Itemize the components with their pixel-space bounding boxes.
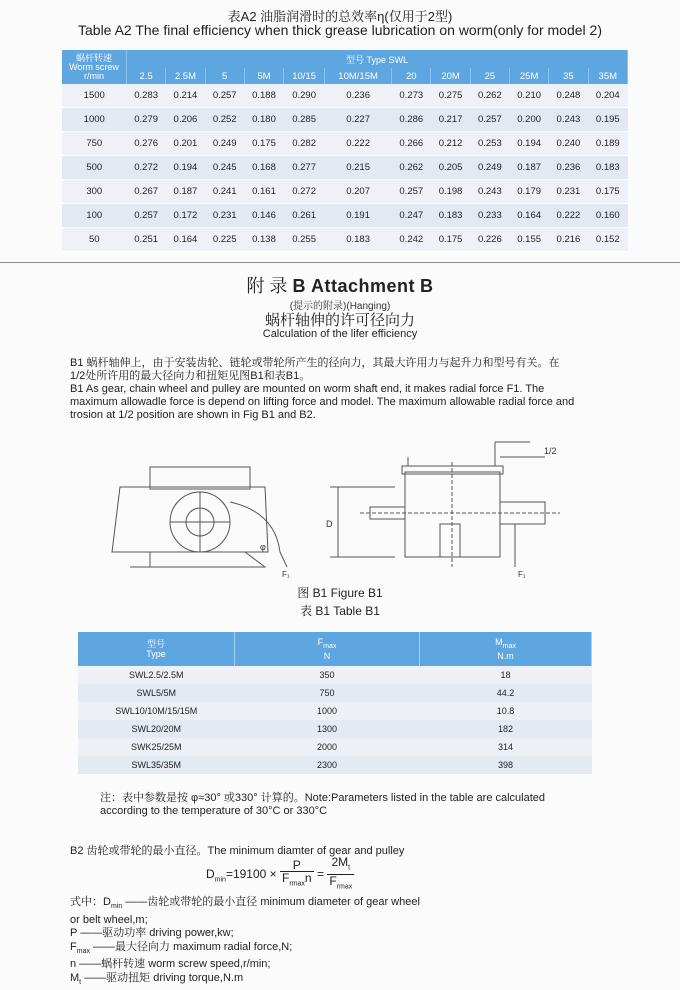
definition-line: 式中：$D_{min}$ ——齿轮或带轮的最小直径 minimum diameter of gear wheel xyxy=(70,896,420,911)
column-header: 10/15 xyxy=(284,68,325,84)
efficiency-cell: 0.272 xyxy=(284,180,325,204)
efficiency-cell: 0.217 xyxy=(431,108,470,132)
section-divider xyxy=(0,262,680,263)
efficiency-cell: 0.152 xyxy=(588,228,627,252)
speed-header: 蜗杆转速 Worm screw r/min xyxy=(62,50,127,84)
efficiency-cell: 0.249 xyxy=(470,156,509,180)
efficiency-cell: 0.249 xyxy=(205,132,244,156)
efficiency-cell: 0.146 xyxy=(244,204,283,228)
column-header: 20M xyxy=(431,68,470,84)
efficiency-cell: 0.231 xyxy=(549,180,588,204)
column-header: 5 xyxy=(205,68,244,84)
efficiency-cell: 0.215 xyxy=(325,156,392,180)
left-view xyxy=(112,467,287,567)
column-header: 5M xyxy=(244,68,283,84)
efficiency-cell: 0.183 xyxy=(588,156,627,180)
efficiency-cell: 0.275 xyxy=(431,84,470,108)
efficiency-cell: 0.201 xyxy=(166,132,205,156)
efficiency-cell: 0.168 xyxy=(244,156,283,180)
type-cell: SWK25/25M xyxy=(78,738,235,756)
m-cell: 10.8 xyxy=(420,702,592,720)
efficiency-cell: 0.191 xyxy=(325,204,392,228)
table-row xyxy=(62,84,628,108)
torque-column-header: $M_{max}$ N.m xyxy=(420,632,592,666)
efficiency-cell: 0.257 xyxy=(470,108,509,132)
efficiency-cell: 0.222 xyxy=(549,204,588,228)
efficiency-cell: 0.240 xyxy=(549,132,588,156)
efficiency-cell: 0.266 xyxy=(392,132,431,156)
efficiency-cell: 0.272 xyxy=(127,156,166,180)
efficiency-cell: 0.267 xyxy=(127,180,166,204)
b1-paragraph xyxy=(70,357,590,422)
b2-heading: B2 齿轮或带轮的最小直径。The minimum diamter of gear and pulley xyxy=(70,845,405,857)
type-column-header: 型号 Type xyxy=(78,632,235,666)
efficiency-cell: 0.172 xyxy=(166,204,205,228)
speed-cell: 1500 xyxy=(62,84,127,108)
efficiency-cell: 0.183 xyxy=(325,228,392,252)
efficiency-cell: 0.155 xyxy=(510,228,549,252)
table-a2-title-cn: 表A2 油脂润滑时的总效率η(仅用于2型) xyxy=(227,9,453,24)
efficiency-table xyxy=(62,50,628,252)
table-row xyxy=(78,684,592,702)
efficiency-cell: 0.290 xyxy=(284,84,325,108)
f1-label-left: F₁ xyxy=(282,570,290,579)
b1-en-line: B1 As gear, chain wheel and pulley are mounted on worm shaft end, it makes radial force F1. The xyxy=(70,383,545,395)
efficiency-cell: 0.241 xyxy=(205,180,244,204)
efficiency-cell: 0.226 xyxy=(470,228,509,252)
efficiency-cell: 0.138 xyxy=(244,228,283,252)
figure-b1-drawing xyxy=(90,432,590,582)
type-cell: SWL2.5/2.5M xyxy=(78,666,235,684)
table-row xyxy=(62,180,628,204)
diameter-label: D xyxy=(326,519,333,529)
calc-title-cn: 蜗杆轴伸的许可径向力 xyxy=(264,312,415,329)
efficiency-cell: 0.243 xyxy=(549,108,588,132)
efficiency-cell: 0.262 xyxy=(470,84,509,108)
speed-cell: 1000 xyxy=(62,108,127,132)
table-note xyxy=(100,792,600,818)
efficiency-cell: 0.200 xyxy=(510,108,549,132)
table-row xyxy=(62,204,628,228)
type-cell: SWL20/20M xyxy=(78,720,235,738)
column-header: 2.5M xyxy=(166,68,205,84)
efficiency-cell: 0.243 xyxy=(470,180,509,204)
f-cell: 1300 xyxy=(235,720,420,738)
table-row xyxy=(78,756,592,774)
table-row xyxy=(78,738,592,756)
efficiency-cell: 0.175 xyxy=(588,180,627,204)
efficiency-cell: 0.210 xyxy=(510,84,549,108)
efficiency-cell: 0.183 xyxy=(431,204,470,228)
efficiency-cell: 0.257 xyxy=(205,84,244,108)
column-header: 20 xyxy=(392,68,431,84)
efficiency-cell: 0.188 xyxy=(244,84,283,108)
figure-caption: 图 B1 Figure B1 xyxy=(297,586,383,600)
efficiency-cell: 0.195 xyxy=(588,108,627,132)
table-row xyxy=(78,702,592,720)
speed-cell: 750 xyxy=(62,132,127,156)
f-cell: 1000 xyxy=(235,702,420,720)
half-length-label: 1/2 xyxy=(544,446,557,456)
efficiency-cell: 0.255 xyxy=(284,228,325,252)
efficiency-cell: 0.212 xyxy=(431,132,470,156)
type-header: 型号 Type SWL xyxy=(127,50,628,68)
efficiency-cell: 0.194 xyxy=(510,132,549,156)
efficiency-cell: 0.231 xyxy=(205,204,244,228)
column-header: 25 xyxy=(470,68,509,84)
efficiency-cell: 0.180 xyxy=(244,108,283,132)
table-row xyxy=(62,156,628,180)
definition-line: or belt wheel,m; xyxy=(70,913,148,926)
efficiency-cell: 0.175 xyxy=(244,132,283,156)
efficiency-cell: 0.206 xyxy=(166,108,205,132)
definition-line: P ——驱动功率 driving power,kw; xyxy=(70,927,234,940)
efficiency-cell: 0.279 xyxy=(127,108,166,132)
column-header: 2.5 xyxy=(127,68,166,84)
efficiency-cell: 0.160 xyxy=(588,204,627,228)
efficiency-cell: 0.214 xyxy=(166,84,205,108)
efficiency-table-body xyxy=(62,84,628,252)
efficiency-cell: 0.252 xyxy=(205,108,244,132)
attachment-title: 附 录 B Attachment B xyxy=(246,276,434,296)
m-cell: 182 xyxy=(420,720,592,738)
f-cell: 350 xyxy=(235,666,420,684)
efficiency-cell: 0.251 xyxy=(127,228,166,252)
table-a2-title-en: Table A2 The final efficiency when thick grease lubrication on worm(only for model 2) xyxy=(78,22,602,38)
min-diameter-formula: $D_{min}=19100$ × $\frac{P}{F_{rmax}n}$ = $\frac{2M_t}{F_{rmax}}$ xyxy=(206,855,353,891)
efficiency-cell: 0.277 xyxy=(284,156,325,180)
efficiency-cell: 0.198 xyxy=(431,180,470,204)
f-cell: 2000 xyxy=(235,738,420,756)
note-line: according to the temperature of 30°C or 330°C xyxy=(100,805,328,817)
efficiency-cell: 0.257 xyxy=(392,180,431,204)
speed-cell: 300 xyxy=(62,180,127,204)
table-row xyxy=(62,132,628,156)
column-header-row xyxy=(62,68,628,84)
b1-en-line: maximum allowadle force is depend on lifting force and model. The maximum allowable radial force and xyxy=(70,396,575,408)
efficiency-cell: 0.282 xyxy=(284,132,325,156)
column-header: 25M xyxy=(510,68,549,84)
efficiency-cell: 0.245 xyxy=(205,156,244,180)
efficiency-cell: 0.233 xyxy=(470,204,509,228)
column-header: 35M xyxy=(588,68,627,84)
table-row xyxy=(62,108,628,132)
efficiency-cell: 0.179 xyxy=(510,180,549,204)
f-cell: 750 xyxy=(235,684,420,702)
b1-cn-line: 1/2处所许用的最大径向力和扭矩见图B1和表B1。 xyxy=(70,370,311,382)
radial-force-table-body xyxy=(78,666,592,774)
m-cell: 398 xyxy=(420,756,592,774)
efficiency-cell: 0.161 xyxy=(244,180,283,204)
note-line: 注：表中参数是按 φ≈30° 或330° 计算的。Note:Parameters listed in the table are calculated xyxy=(100,792,546,804)
m-cell: 44.2 xyxy=(420,684,592,702)
efficiency-cell: 0.247 xyxy=(392,204,431,228)
efficiency-cell: 0.189 xyxy=(588,132,627,156)
efficiency-cell: 0.225 xyxy=(205,228,244,252)
efficiency-cell: 0.205 xyxy=(431,156,470,180)
table-row xyxy=(78,720,592,738)
efficiency-cell: 0.253 xyxy=(470,132,509,156)
b1-cn-line: B1 蜗杆轴伸上，由于安装齿轮、链轮或带轮所产生的径向力，其最大许用力与起升力和型号有关。在 xyxy=(70,357,560,369)
efficiency-cell: 0.257 xyxy=(127,204,166,228)
speed-cell: 50 xyxy=(62,228,127,252)
phi-label: φ xyxy=(260,542,266,552)
efficiency-cell: 0.236 xyxy=(325,84,392,108)
type-cell: SWL10/10M/15/15M xyxy=(78,702,235,720)
efficiency-cell: 0.187 xyxy=(166,180,205,204)
efficiency-cell: 0.273 xyxy=(392,84,431,108)
formula-definitions xyxy=(70,896,630,990)
efficiency-cell: 0.242 xyxy=(392,228,431,252)
speed-cell: 100 xyxy=(62,204,127,228)
efficiency-cell: 0.276 xyxy=(127,132,166,156)
efficiency-cell: 0.285 xyxy=(284,108,325,132)
efficiency-cell: 0.175 xyxy=(431,228,470,252)
efficiency-cell: 0.164 xyxy=(166,228,205,252)
speed-cell: 500 xyxy=(62,156,127,180)
f-cell: 2300 xyxy=(235,756,420,774)
efficiency-cell: 0.222 xyxy=(325,132,392,156)
efficiency-cell: 0.261 xyxy=(284,204,325,228)
calc-title-en: Calculation of the lifer efficiency xyxy=(262,328,418,340)
radial-force-table xyxy=(78,632,592,774)
efficiency-cell: 0.207 xyxy=(325,180,392,204)
table-caption: 表 B1 Table B1 xyxy=(300,604,380,618)
efficiency-cell: 0.262 xyxy=(392,156,431,180)
column-header: 35 xyxy=(549,68,588,84)
type-cell: SWL35/35M xyxy=(78,756,235,774)
table-row xyxy=(62,228,628,252)
m-cell: 18 xyxy=(420,666,592,684)
efficiency-cell: 0.227 xyxy=(325,108,392,132)
type-cell: SWL5/5M xyxy=(78,684,235,702)
f1-label-right: F₁ xyxy=(518,570,526,579)
column-header: 10M/15M xyxy=(325,68,392,84)
m-cell: 314 xyxy=(420,738,592,756)
definition-line: $F_{max}$ ——最大径向力 maximum radial force,N; xyxy=(70,940,293,955)
efficiency-cell: 0.216 xyxy=(549,228,588,252)
definition-line: n ——蜗杆转速 worm screw speed,r/min; xyxy=(70,958,271,971)
right-view xyxy=(330,442,560,567)
efficiency-cell: 0.283 xyxy=(127,84,166,108)
definition-line: $M_t$ ——驱动扭矩 driving torque,N.m xyxy=(70,971,244,987)
efficiency-cell: 0.187 xyxy=(510,156,549,180)
hanging-note: (提示的附录)(Hanging) xyxy=(289,301,391,312)
efficiency-cell: 0.164 xyxy=(510,204,549,228)
efficiency-cell: 0.194 xyxy=(166,156,205,180)
force-column-header: $F_{max}$ N xyxy=(235,632,420,666)
b1-en-line: trosion at 1/2 position are shown in Fig B1 and B2. xyxy=(70,409,316,421)
efficiency-cell: 0.204 xyxy=(588,84,627,108)
table-row xyxy=(78,666,592,684)
efficiency-cell: 0.236 xyxy=(549,156,588,180)
efficiency-cell: 0.286 xyxy=(392,108,431,132)
efficiency-cell: 0.248 xyxy=(549,84,588,108)
